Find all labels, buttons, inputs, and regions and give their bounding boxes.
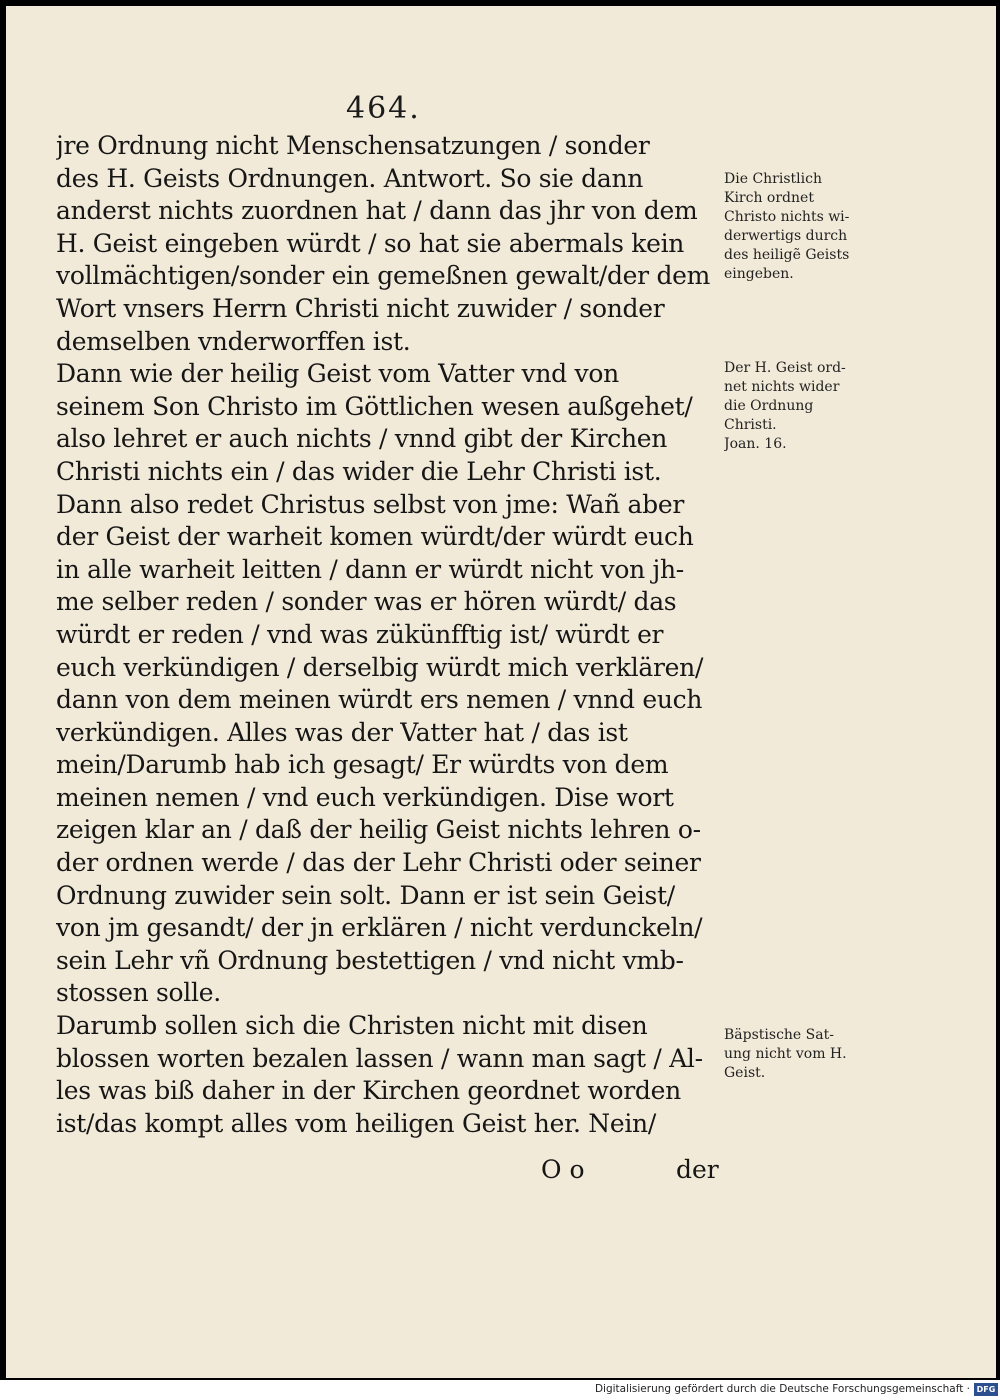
side-note-line: eingeben. — [724, 266, 794, 282]
text-line: jre Ordnung nicht Menschensatzungen / sonder — [56, 131, 650, 160]
footer-bar — [0, 1380, 1000, 1400]
text-line: vollmächtigen/sonder ein gemeßnen gewalt/der dem — [56, 261, 711, 291]
text-line: les was biß daher in der Kirchen geordnet worden — [56, 1076, 681, 1106]
text-line: Dann also redet Christus selbst von jme: Wañ aber — [56, 489, 685, 519]
footer-credit: Digitalisierung gefördert durch die Deutsche Forschungsgemeinschaft · — [594, 1383, 970, 1395]
text-line: stossen solle. — [56, 978, 221, 1008]
side-note-christian-church — [724, 170, 994, 284]
side-note-line: Geist. — [724, 1065, 766, 1081]
signature-mark: O o — [541, 1155, 585, 1184]
text-line: blossen worten bezalen lassen / wann man sagt / Al- — [56, 1043, 703, 1073]
text-line: dann von dem meinen würdt ers nemen / vnnd euch — [56, 685, 703, 715]
side-note-line: Christo nichts wi- — [724, 209, 850, 225]
side-note-line: die Ordnung — [724, 398, 814, 414]
side-note-line: Kirch ordnet — [724, 190, 814, 206]
text-line: Dann wie der heilig Geist vom Vatter vnd von — [56, 359, 619, 389]
side-note-papal-statutes — [724, 1026, 994, 1083]
page-number: 464. — [346, 91, 421, 126]
text-line: würdt er reden / vnd was zükünfftig ist/ würdt er — [56, 619, 664, 649]
text-line: meinen nemen / vnd euch verkündigen. Dise wort — [56, 782, 674, 812]
side-note-line: Bäpstische Sat- — [724, 1027, 834, 1043]
side-note-line: Der H. Geist ord- — [724, 360, 846, 376]
book-page — [6, 6, 996, 1378]
text-line: Ordnung zuwider sein solt. Dann er ist sein Geist/ — [56, 880, 675, 910]
text-line: zeigen klar an / daß der heilig Geist nichts lehren o- — [56, 815, 701, 845]
text-line: H. Geist eingeben würdt / so hat sie abermals kein — [56, 228, 685, 258]
text-line: des H. Geists Ordnungen. Antwort. So sie dann — [56, 163, 644, 193]
text-line: Christi nichts ein / das wider die Lehr Christi ist. — [56, 456, 662, 486]
text-line: von jm gesandt/ der jn erklären / nicht verdunckeln/ — [56, 913, 703, 943]
text-line: sein Lehr vñ Ordnung bestettigen / vnd nicht vmb- — [56, 945, 684, 975]
side-note-line: des heiligẽ Geists — [724, 247, 850, 263]
text-line: Darumb sollen sich die Christen nicht mit disen — [56, 1011, 648, 1041]
main-text-block — [56, 130, 728, 1140]
text-line: der ordnen werde / das der Lehr Christi oder seiner — [56, 848, 701, 878]
text-line: demselben vnderworffen ist. — [56, 326, 411, 356]
side-note-line: derwertigs durch — [724, 228, 848, 244]
dfg-logo-icon: DFG — [974, 1383, 998, 1396]
text-line: der Geist der warheit komen würdt/der würdt euch — [56, 522, 694, 552]
side-note-line: Christi. — [724, 417, 777, 433]
text-line: verkündigen. Alles was der Vatter hat / das ist — [56, 717, 628, 747]
side-note-line: Joan. 16. — [724, 436, 787, 452]
text-line: euch verkündigen / derselbig würdt mich verklären/ — [56, 652, 704, 682]
text-line: Wort vnsers Herrn Christi nicht zuwider / sonder — [56, 293, 665, 323]
text-line: mein/Darumb hab ich gesagt/ Er würdts von dem — [56, 750, 669, 780]
text-line: me selber reden / sonder was er hören würdt/ das — [56, 587, 677, 617]
side-note-line: ung nicht vom H. — [724, 1046, 847, 1062]
catchword: der — [676, 1155, 719, 1184]
text-line: ist/das kompt alles vom heiligen Geist her. Nein/ — [56, 1108, 656, 1138]
side-note-holy-spirit — [724, 359, 994, 454]
text-line: in alle warheit leitten / dann er würdt nicht von jh- — [56, 554, 684, 584]
text-line: also lehret er auch nichts / vnnd gibt der Kirchen — [56, 424, 668, 454]
side-note-line: net nichts wider — [724, 379, 840, 395]
text-line: seinem Son Christo im Göttlichen wesen außgehet/ — [56, 391, 693, 421]
text-line: anderst nichts zuordnen hat / dann das jhr von dem — [56, 196, 698, 226]
side-note-line: Die Christlich — [724, 171, 822, 187]
